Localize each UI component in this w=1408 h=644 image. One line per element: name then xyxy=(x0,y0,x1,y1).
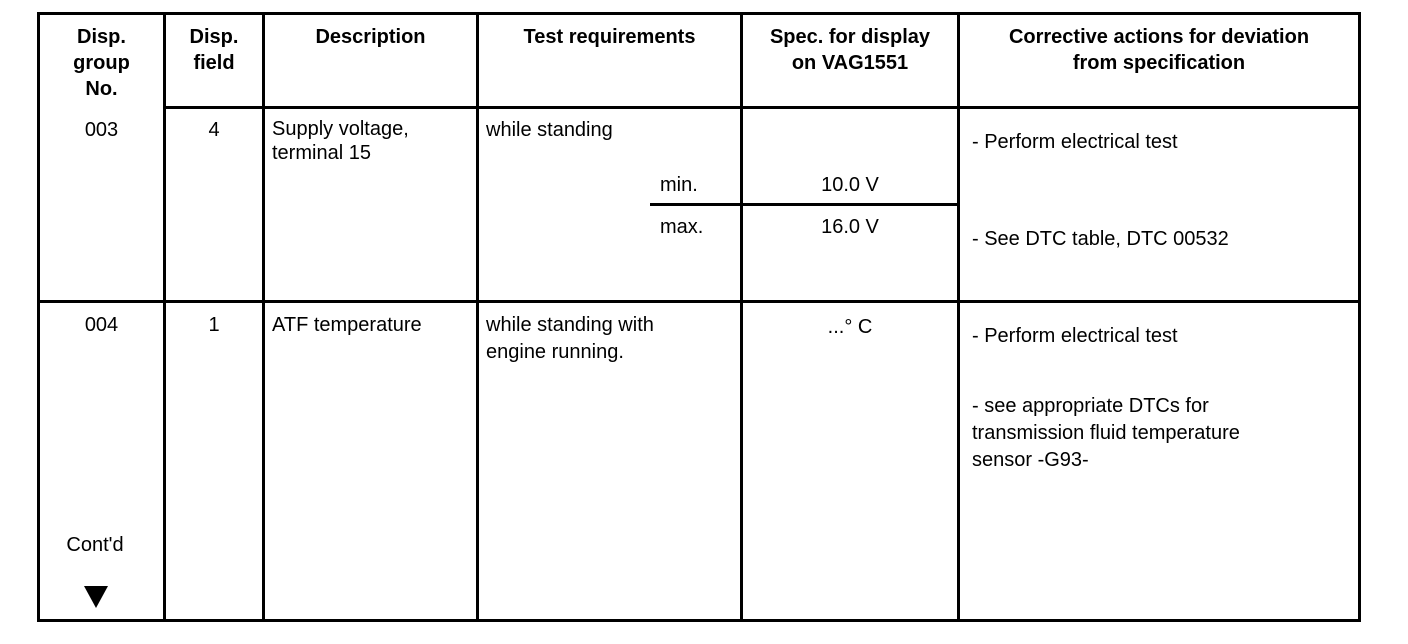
row2-spec: ...° C xyxy=(827,316,873,338)
row1-min-label: min. xyxy=(660,174,698,196)
row2-action-2: - see appropriate DTCs for transmission fluid temperature sensor -G93- xyxy=(972,395,1240,471)
header-corrective-actions: Corrective actions for deviation from specification xyxy=(1008,26,1310,74)
row1-field: 4 xyxy=(208,119,220,141)
row2-description: ATF temperature xyxy=(272,314,422,336)
header-field: Disp. field xyxy=(189,26,239,74)
row1-action-2: - See DTC table, DTC 00532 xyxy=(972,228,1229,250)
header-description: Description xyxy=(315,26,426,48)
col-divider xyxy=(476,12,479,622)
row1-action-1: - Perform electrical test xyxy=(972,131,1178,153)
row1-max-value: 16.0 V xyxy=(821,216,879,238)
header-divider xyxy=(163,106,1361,109)
row-divider xyxy=(37,300,1361,303)
row1-max-label: max. xyxy=(660,216,704,238)
header-group: Disp. group No. xyxy=(73,26,130,100)
row1-test: while standing xyxy=(486,119,613,141)
header-spec: Spec. for display on VAG1551 xyxy=(769,26,931,74)
continued-label: Cont'd xyxy=(66,534,124,556)
row1-group: 003 xyxy=(84,119,119,141)
col-divider xyxy=(957,12,960,622)
row1-description: Supply voltage, terminal 15 xyxy=(272,118,409,164)
row2-group: 004 xyxy=(84,314,119,336)
header-test-requirements: Test requirements xyxy=(523,26,696,48)
row2-test: while standing with engine running. xyxy=(486,314,654,363)
min-max-divider xyxy=(650,203,957,206)
row2-field: 1 xyxy=(208,314,220,336)
row2-action-1: - Perform electrical test xyxy=(972,325,1178,347)
continued-arrow-icon xyxy=(84,586,108,608)
col-divider xyxy=(262,12,265,622)
row1-min-value: 10.0 V xyxy=(821,174,879,196)
